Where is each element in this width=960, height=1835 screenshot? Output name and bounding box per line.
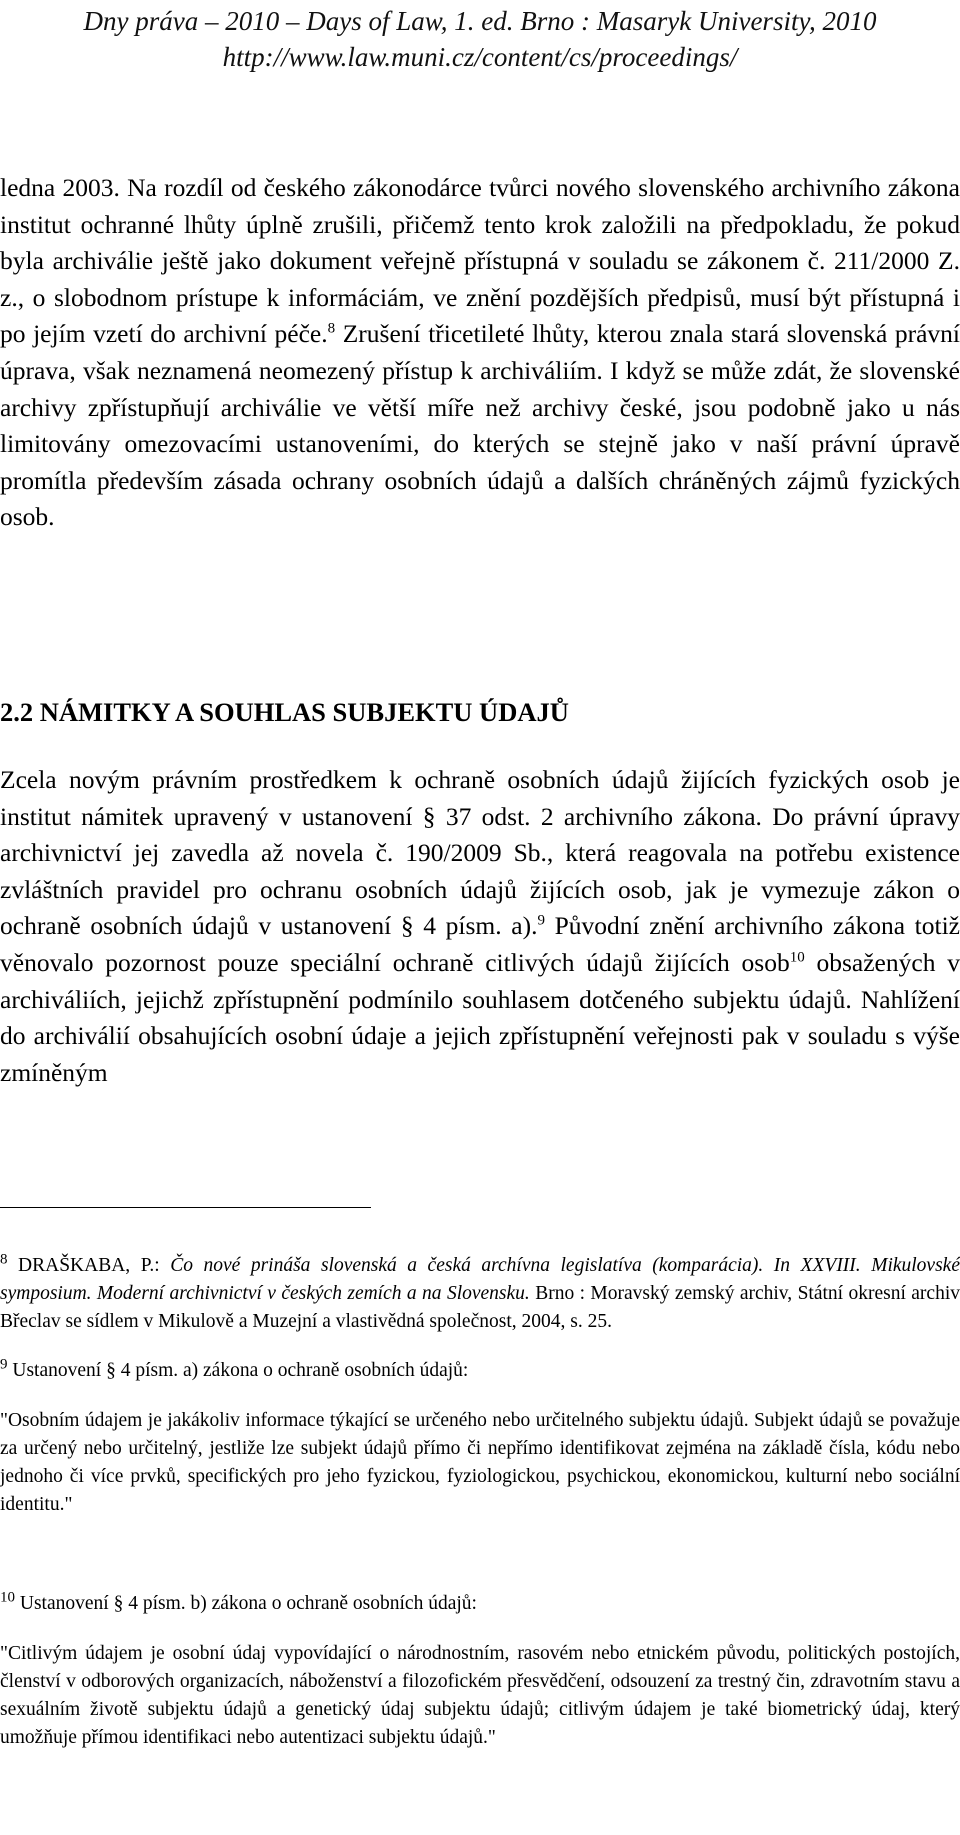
footnote-lead: Ustanovení § 4 písm. a) zákona o ochraně osobních údajů: (7, 1360, 469, 1381)
footnote-lead: Ustanovení § 4 písm. b) zákona o ochraně osobních údajů: (15, 1593, 477, 1614)
footnote-number: 9 (0, 1356, 8, 1373)
footnote-number: 10 (0, 1589, 15, 1606)
paragraph-text: Původní znění archivního zákona totiž věnovalo pozornost pouze speciální ochraně citlivých údajů žijících osob (0, 911, 960, 977)
running-head-title: Dny práva – 2010 – Days of Law, 1. ed. Brno : Masaryk University, 2010 (83, 6, 877, 36)
footnote-ref-9[interactable]: 9 (537, 912, 545, 929)
footnote-quote: "Osobním údajem je jakákoliv informace týkající se určeného nebo určitelného subjektu údajů. Subjekt údajů se považuje za určený nebo určitelný, jestliže lze subjekt údajů přímo či nepřímo identifikovat zejména na základě čísla, kódu nebo jednoho či více prvků, specifických pro jeho fyzickou, fyziologickou, psychickou, ekonomickou, kulturní nebo sociální identitu." (0, 1410, 960, 1515)
section-heading: 2.2 NÁMITKY A SOUHLAS SUBJEKTU ÚDAJŮ (0, 697, 569, 727)
footnote-ref-10[interactable]: 10 (789, 949, 805, 966)
footnote-10 (0, 1590, 960, 1618)
body-paragraph-2 (0, 762, 960, 1091)
footnote-author: DRAŠKABA, P.: (7, 1255, 171, 1276)
paragraph-text: obsažených v archiváliích, jejichž zpřístupnění podmínilo souhlasem dotčeného subjektu údajů. Nahlížení do archiválií obsahujících osobní údaje a jejich zpřístupnění veřejnosti pak v souladu s výše zmíněným (0, 947, 960, 1087)
body-paragraph-1 (0, 170, 960, 536)
paragraph-text: Zcela novým právním prostředkem k ochraně osobních údajů žijících fyzických osob je institut námitek upravený v ustanovení § 37 odst. 2 archivního zákona. Do právní úpravy archivnictví jej zavedla až novela č. 190/2009 Sb., která reagovala na potřebu existence zvláštních pravidel pro ochranu osobních údajů žijících osob, jak je vymezuje zákon o ochraně osobních údajů v ustanovení § 4 písm. a). (0, 765, 960, 941)
running-head (40, 0, 920, 75)
footnote-publisher: Brno : Moravský zemský archiv, Státní okresní archiv Břeclav se sídlem v Mikulově a Muzejní a vlastivědná společnost, 2004, s. 25. (0, 1283, 960, 1332)
running-head-url: http://www.law.muni.cz/content/cs/proceedings/ (222, 42, 738, 72)
footnote-quote: "Citlivým údajem je osobní údaj vypovídající o národnostním, rasovém nebo etnickém původu, politických postojích, členství v odborových organizacích, náboženství a filozofickém přesvědčení, odsouzení za trestný čin, zdravotním stavu a sexuálním životě subjektu údajů a genetický údaj subjektu údajů; citlivým údajem je také biometrický údaj, který umožňuje přímou identifikaci nebo autentizaci subjektu údajů." (0, 1643, 960, 1748)
footnote-8 (0, 1252, 960, 1336)
paragraph-text: ledna 2003. Na rozdíl od českého zákonodárce tvůrci nového slovenského archivního zákona institut ochranné lhůty úplně zrušili, přičemž tento krok založili na předpokladu, že pokud byla archiválie ještě jako dokument veřejně přístupná v souladu se zákonem č. 211/2000 Z. z., o slobodnom prístupe k informáciám, ve znění pozdějších předpisů, musí být přístupná i po jejím vzetí do archivní péče. (0, 173, 960, 349)
footnote-9 (0, 1357, 960, 1385)
paragraph-text: Zrušení třicetileté lhůty, kterou znala stará slovenská právní úprava, však neznamená neomezený přístup k archiváliím. I když se může zdát, že slovenské archivy zpřístupňují archiválie ve větší míře než archivy české, jsou podobně jako u nás limitovány omezovacími ustanoveními, do kterých se stejně jako v naší právní úpravě promítla především zásada ochrany osobních údajů a dalších chráněných zájmů fyzických osob. (0, 319, 960, 532)
footnote-title: Čo nové prináša slovenská a česká archívna legislatíva (komparácia). In XXVIII. Mikulovské symposium. Moderní archivnictví v českých zemích a na Slovensku. (0, 1255, 960, 1304)
footnote-ref-8[interactable]: 8 (327, 320, 336, 337)
footnote-10-quote (0, 1640, 960, 1752)
footnote-divider (0, 1207, 371, 1208)
footnote-number: 8 (0, 1251, 8, 1268)
footnote-9-quote (0, 1407, 960, 1519)
